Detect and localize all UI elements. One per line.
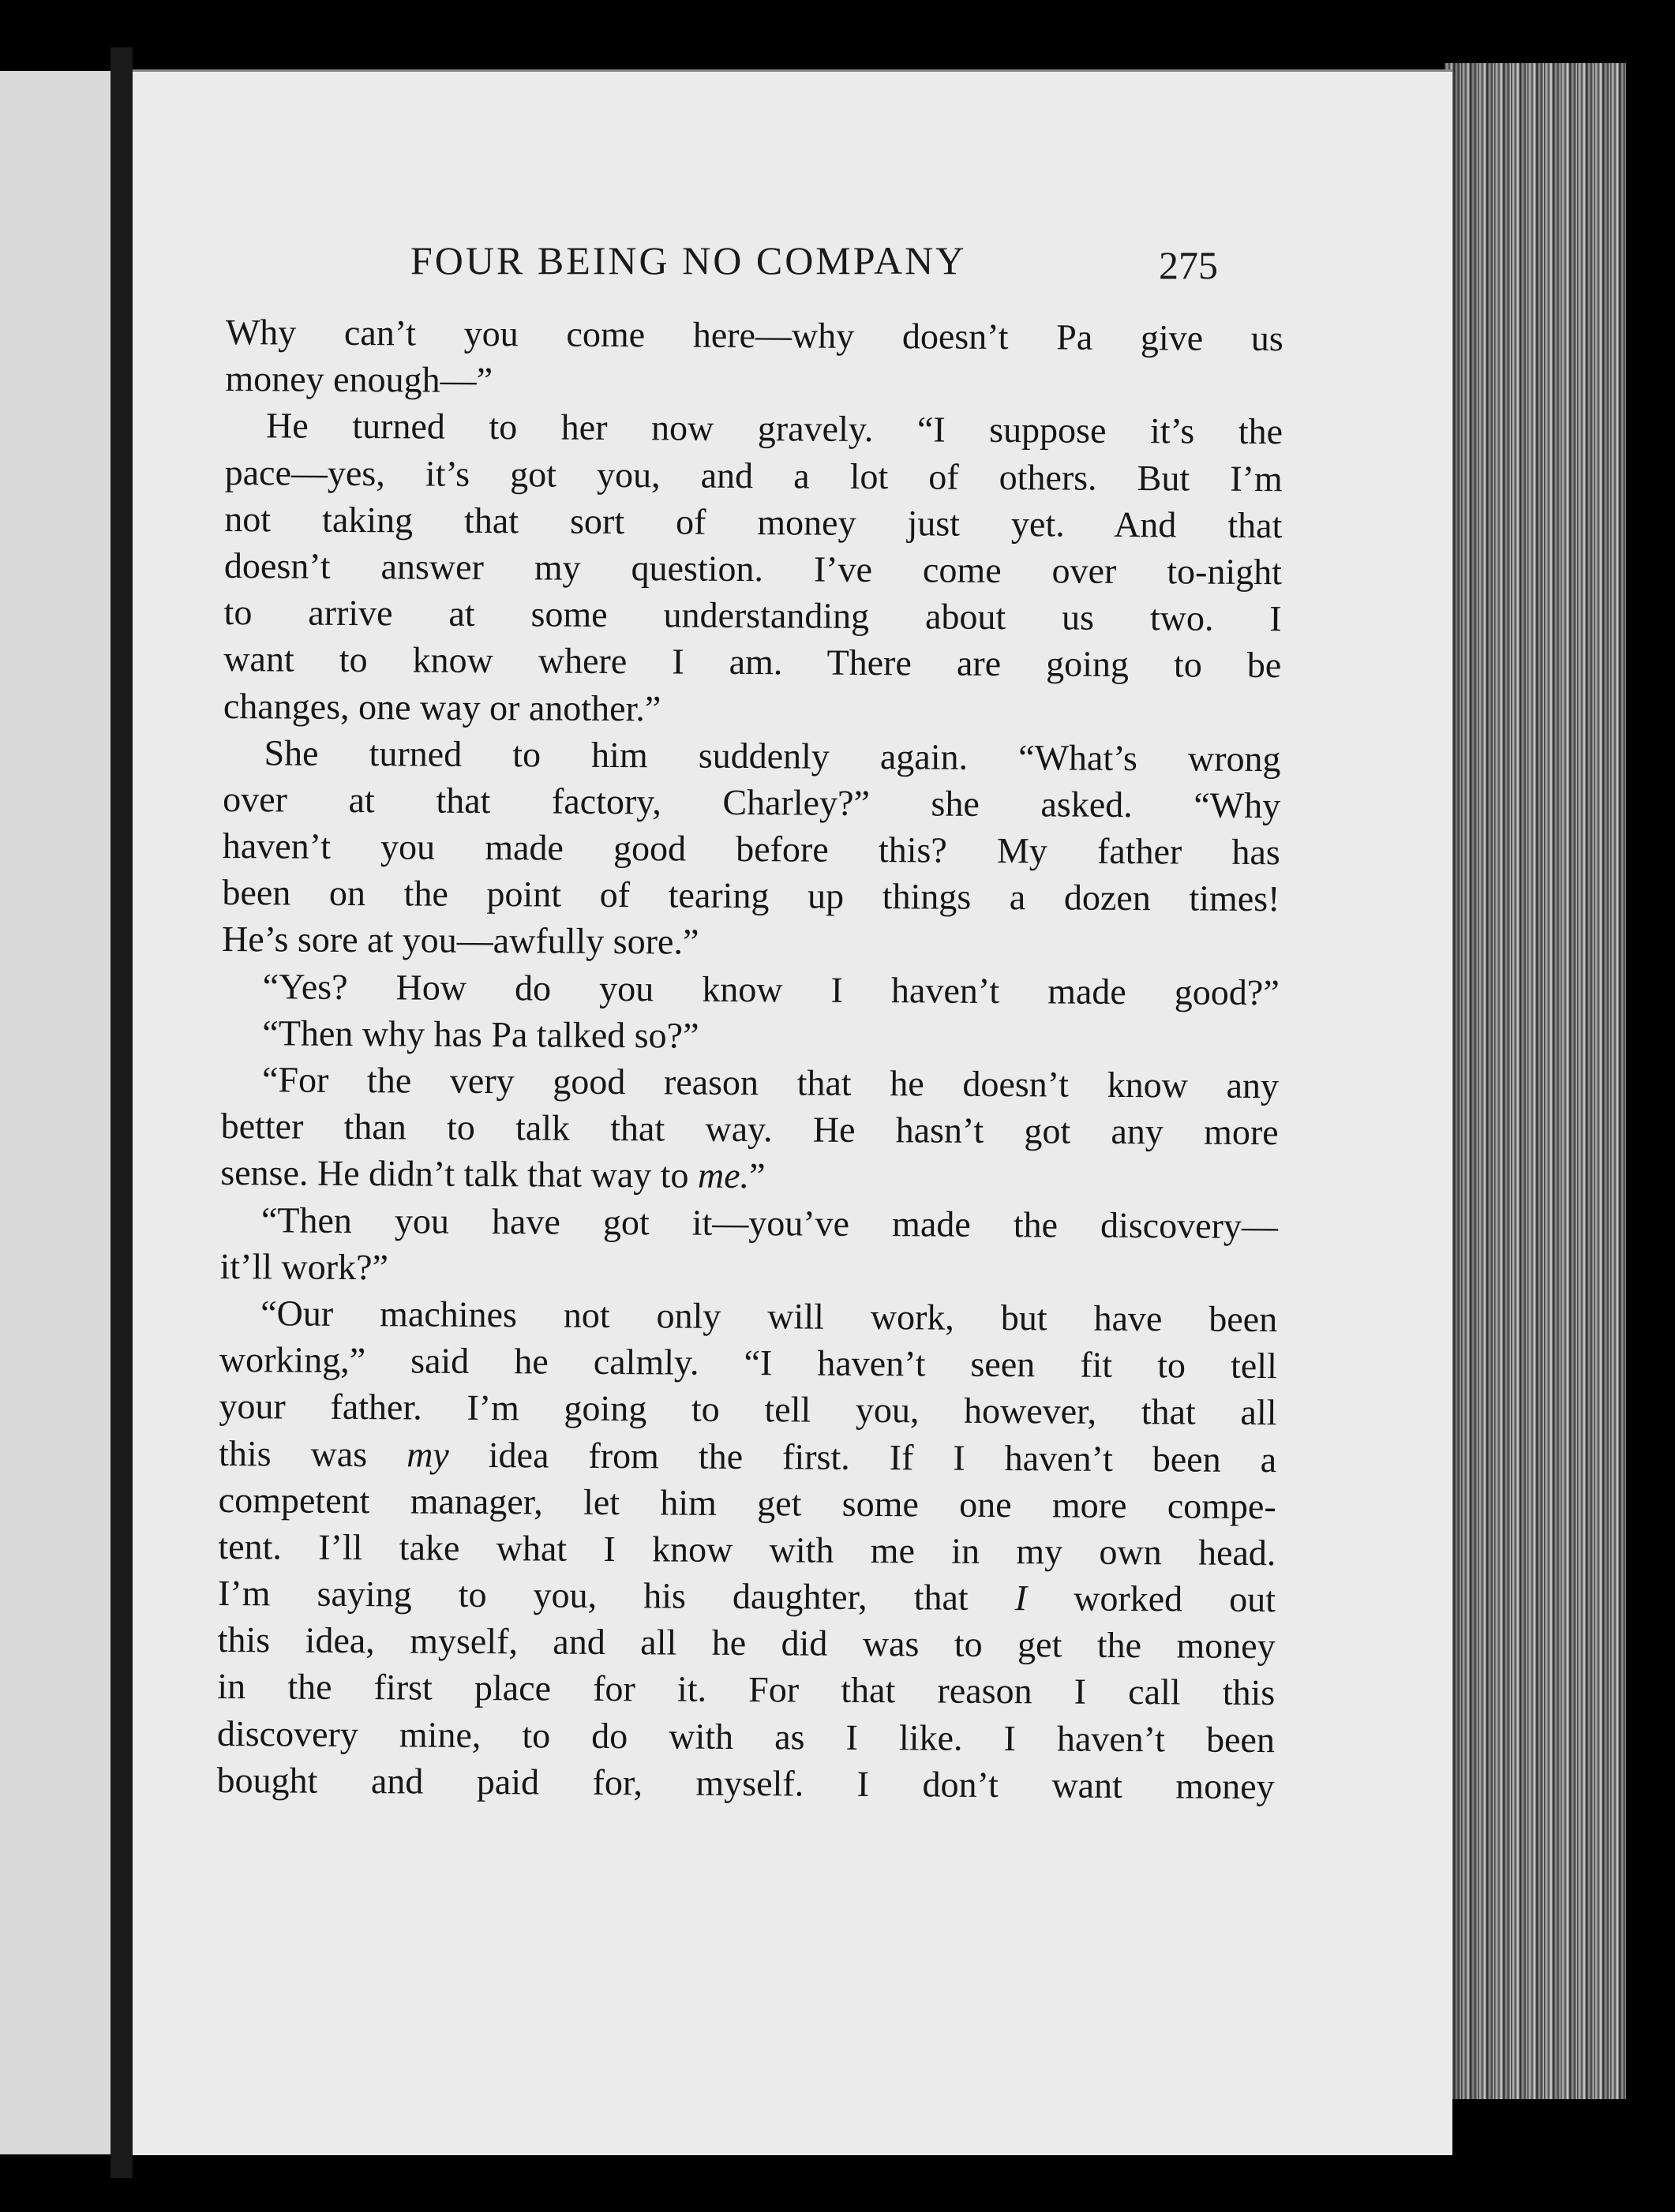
text-line: it’ll work?” — [219, 1245, 389, 1288]
page-number: 275 — [1159, 243, 1218, 287]
text-line: discovery mine, to do with as I like. I haven’t been — [216, 1712, 1276, 1760]
facing-page-edge — [0, 71, 114, 2154]
text-line: “Then why has Pa talked so?” — [262, 1012, 699, 1056]
text-line: over at that factory, Charley?” she asked. “Why — [223, 778, 1281, 826]
running-title: FOUR BEING NO COMPANY — [410, 238, 967, 283]
text-line: doesn’t answer my question. I’ve come over to-night — [223, 545, 1283, 593]
book-gutter — [111, 47, 133, 2178]
text-line: bought and paid for, myself. I don’t want money — [216, 1759, 1275, 1806]
text-line: want to know where I am. There are going to be — [223, 638, 1282, 686]
text-line: changes, one way or another.” — [223, 685, 661, 728]
italic-emphasis: I — [1014, 1578, 1028, 1619]
text-line: this idea, myself, and all he did was to get the money — [217, 1619, 1276, 1667]
text-line: “For the very good reason that he doesn’t know any — [261, 1059, 1280, 1106]
book-page — [133, 69, 1452, 2155]
text-line: “Then you have got it—you’ve made the discovery— — [260, 1199, 1279, 1246]
text-line: tent. I’ll take what I know with me in my own head. — [218, 1525, 1276, 1574]
text-line: not taking that sort of money just yet. And that — [224, 498, 1283, 545]
text-line: He turned to her now gravely. “I suppose it’s the — [265, 405, 1283, 452]
text-line: “Our machines not only will work, but have been — [260, 1293, 1278, 1340]
text-line: pace—yes, it’s got you, and a lot of others. But I’m — [224, 451, 1283, 499]
body-text — [216, 309, 1283, 1810]
text-line: in the first place for it. For that reason I call this — [217, 1666, 1276, 1713]
text-line: sense. He didn’t talk that way to me.” — [220, 1152, 766, 1196]
text-line: your father. I’m going to tell you, however, that all — [219, 1386, 1277, 1433]
text-line: competent manager, let him get some one more compe- — [218, 1479, 1276, 1526]
text-line: Why can’t you come here—why doesn’t Pa give us — [225, 311, 1283, 359]
text-line: better than to talk that way. He hasn’t got any more — [220, 1106, 1279, 1153]
text-line: haven’t you made good before this? My father has — [222, 825, 1280, 873]
italic-emphasis: my — [407, 1433, 449, 1475]
text-line: He’s sore at you—awfully sore.” — [221, 919, 699, 963]
text-line: working,” said he calmly. “I haven’t seen fit to tell — [219, 1339, 1277, 1387]
text-line: She turned to him suddenly again. “What’s wrong — [264, 732, 1281, 779]
text-line: money enough—” — [225, 358, 493, 401]
text-line: been on the point of tearing up things a dozen times! — [222, 872, 1280, 919]
italic-emphasis: me. — [697, 1155, 750, 1196]
running-head — [133, 238, 1452, 293]
text-line: “Yes? How do you know I haven’t made good?” — [262, 965, 1280, 1012]
text-line: I’m saying to you, his daughter, that I worked out — [217, 1573, 1276, 1620]
text-line: this was my idea from the first. If I haven’t been a — [218, 1432, 1277, 1480]
text-line: to arrive at some understanding about us two. I — [223, 592, 1282, 639]
